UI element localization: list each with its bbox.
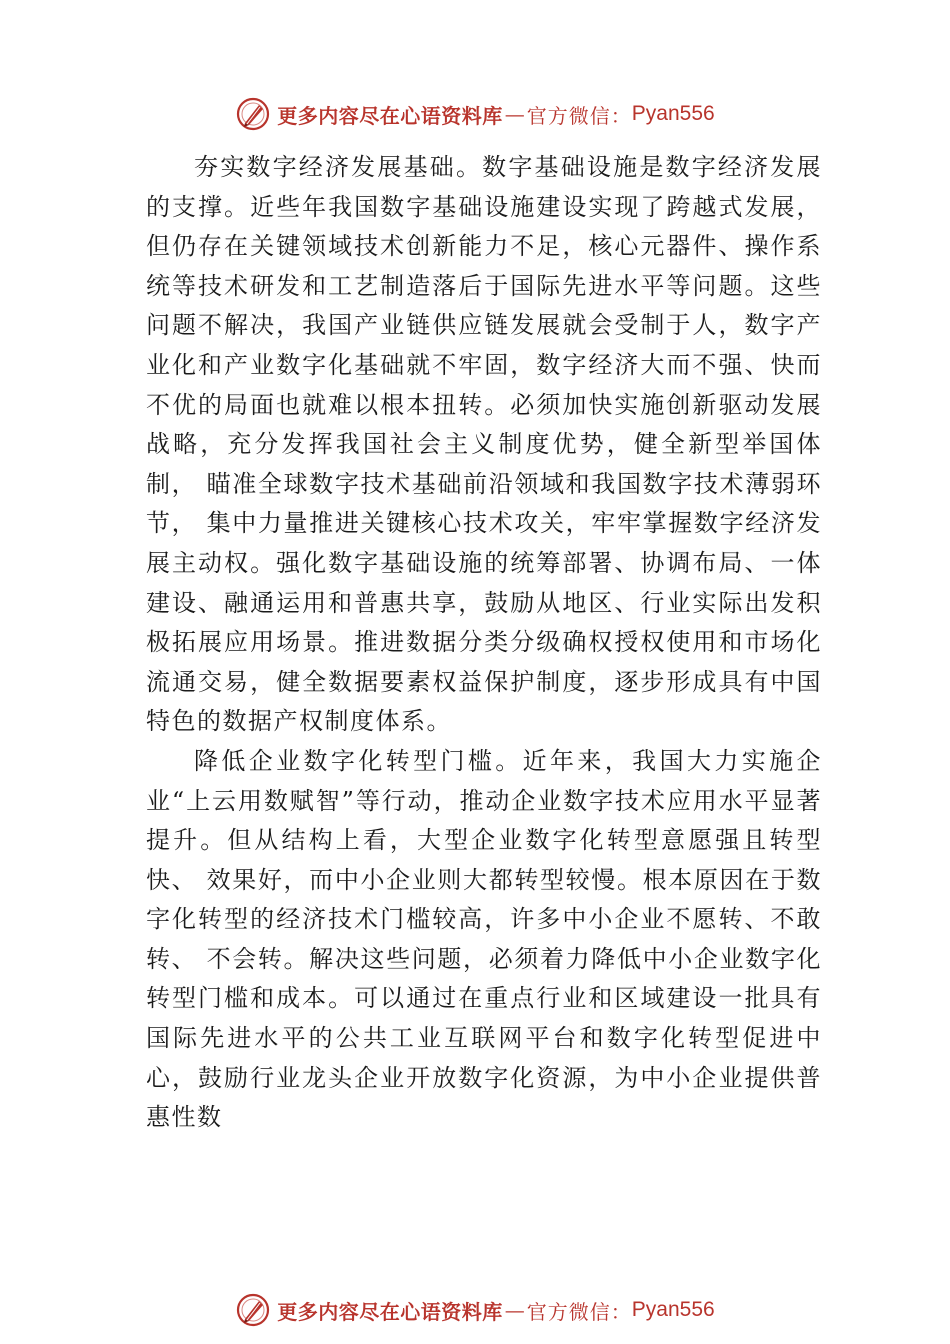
banner-tagline: 更多内容尽在心语资料库 [277,1299,503,1324]
pen-nib-logo-icon [235,1292,271,1328]
banner-dash: — [504,1298,525,1322]
paragraph-1: 夯实数字经济发展基础。数字基础设施是数字经济发展的支撑。近些年我国数字基础设施建设实现了跨越式发展， 但仍存在关键领域技术创新能力不足，核心元器件、操作系统等技术研发和工艺制造落后于国际先进水平等问题。这些问题不解决，我国产业链供应链发展就会受制于人，数字产业化和产业数字化基础就不牢固，数字经济大而不强、快而不优的局面也就难以根本扭转。必须加快实施创新驱动发展战略，充分发挥我国社会主义制度优势，健全新型举国体制， 瞄准全球数字技术基础前沿领域和我国数字技术薄弱环节， 集中力量推进关键核心技术攻关，牢牢掌握数字经济发展主动权。强化数字基础设施的统筹部署、协调布局、一体建设、融通运用和普惠共享，鼓励从地区、行业实际出发积极拓展应用场景。推进数据分类分级确权授权使用和市场化流通交易，健全数据要素权益保护制度，逐步形成具有中国特色的数据产权制度体系。 [146,153,822,736]
banner-dash: — [504,102,525,126]
banner-wechat-id: Pyan556 [631,102,715,125]
paragraph-2: 降低企业数字化转型门槛。近年来，我国大力实施企业“上云用数赋智”等行动，推动企业数字技术应用水平显著提升。但从结构上看，大型企业数字化转型意愿强且转型快、 效果好，而中小企业则大都转型较慢。根本原因在于数字化转型的经济技术门槛较高，许多中小企业不愿转、不敢转、 不会转。解决这些问题，必须着力降低中小企业数字化转型门槛和成本。可以通过在重点行业和区域建设一批具有国际先进水平的公共工业互联网平台和数字化转型促进中心，鼓励行业龙头企业开放数字化资源，为中小企业提供普惠性数 [146,746,822,1132]
banner-wechat-label: 官方微信： [526,103,632,128]
pen-nib-logo-icon [235,96,271,132]
document-body [146,148,822,1138]
footer-banner [0,1288,950,1332]
header-banner [0,92,950,136]
banner-wechat-id: Pyan556 [631,1298,715,1321]
banner-wechat-label: 官方微信： [526,1299,632,1324]
banner-tagline: 更多内容尽在心语资料库 [277,103,503,128]
